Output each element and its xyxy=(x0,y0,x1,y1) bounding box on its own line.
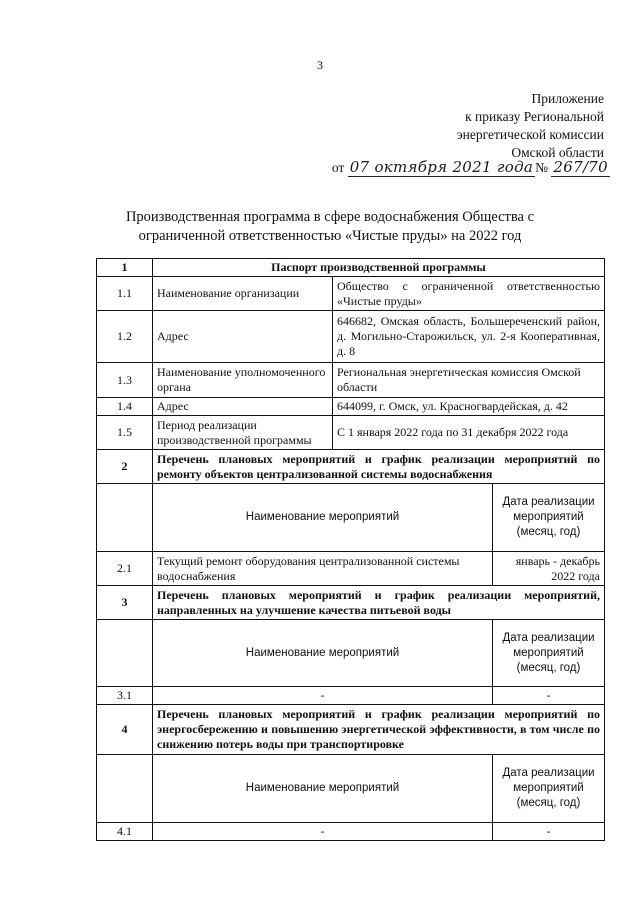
appendix-line: Омской области xyxy=(511,145,604,160)
appendix-line: к приказу Региональной xyxy=(465,109,604,124)
empty-cell xyxy=(97,620,153,687)
empty-cell xyxy=(97,484,153,552)
row-label: Наименование организации xyxy=(153,277,333,311)
section-number: 3 xyxy=(97,586,153,620)
section-header xyxy=(97,586,605,620)
row-number: 1.4 xyxy=(97,398,153,416)
row-label: Адрес xyxy=(153,398,333,416)
section-title: Перечень плановых мероприятий и график реализации мероприятий, направленных на улучшение качества питьевой воды xyxy=(153,586,605,620)
order-reference xyxy=(332,158,610,176)
appendix-line: энергетической комиссии xyxy=(456,127,604,142)
column-header-name: Наименование мероприятий xyxy=(153,484,493,552)
section-title: Паспорт производственной программы xyxy=(153,259,605,277)
row-label: Адрес xyxy=(153,311,333,363)
column-header-date: Дата реализации мероприятий (месяц, год) xyxy=(493,755,605,823)
section-title: Перечень плановых мероприятий и график реализации мероприятий по ремонту объектов централизованной системы водоснабжения xyxy=(153,450,605,484)
column-header-name: Наименование мероприятий xyxy=(153,755,493,823)
row-activity: Текущий ремонт оборудования централизованной системы водоснабжения xyxy=(153,552,493,586)
table-row xyxy=(97,823,605,841)
row-date: - xyxy=(493,687,605,705)
appendix-block xyxy=(457,90,604,162)
row-date: январь - декабрь 2022 года xyxy=(493,552,605,586)
section-title: Перечень плановых мероприятий и график реализации мероприятий по энергосбережению и повышению энергетической эффективности, в том числе по снижению потерь воды при транспортировке xyxy=(153,705,605,755)
row-activity: - xyxy=(153,823,493,841)
table-row xyxy=(97,398,605,416)
row-label: Период реализации производственной программы xyxy=(153,416,333,450)
order-prefix: от xyxy=(331,160,345,175)
section-header xyxy=(97,259,605,277)
table-row xyxy=(97,416,605,450)
row-value: Региональная энергетическая комиссия Омской области xyxy=(333,363,605,398)
row-number: 1.5 xyxy=(97,416,153,450)
section-number: 1 xyxy=(97,259,153,277)
order-number-handwritten: 267/70 xyxy=(553,158,608,176)
row-number: 4.1 xyxy=(97,823,153,841)
section-header xyxy=(97,450,605,484)
row-number: 1.2 xyxy=(97,311,153,363)
order-number-label: № xyxy=(535,160,549,175)
row-activity: - xyxy=(153,687,493,705)
table-row xyxy=(97,552,605,586)
row-label: Наименование уполномоченного органа xyxy=(153,363,333,398)
section-number: 4 xyxy=(97,705,153,755)
row-value: 644099, г. Омск, ул. Красногвардейская, д. 42 xyxy=(333,398,605,416)
row-value: 646682, Омская область, Большереченский район, д. Могильно-Старожильск, ул. 2-я Кооперативная, д. 8 xyxy=(333,311,605,363)
table-row xyxy=(97,687,605,705)
column-headers xyxy=(97,755,605,823)
column-headers xyxy=(97,620,605,687)
column-header-name: Наименование мероприятий xyxy=(153,620,493,687)
document-title: Производственная программа в сфере водоснабжения Общества с ограниченной ответственностью «Чистые пруды» на 2022 год xyxy=(125,209,535,244)
row-value: Общество с ограниченной ответственностью «Чистые пруды» xyxy=(333,277,605,311)
production-program-table xyxy=(96,258,605,841)
column-headers xyxy=(97,484,605,552)
row-number: 2.1 xyxy=(97,552,153,586)
row-date: - xyxy=(493,823,605,841)
table-row xyxy=(97,363,605,398)
page-number: 3 xyxy=(317,58,323,72)
table-row xyxy=(97,277,605,311)
order-date-handwritten: 07 октября 2021 года xyxy=(349,158,534,176)
row-number: 1.1 xyxy=(97,277,153,311)
row-value: С 1 января 2022 года по 31 декабря 2022 года xyxy=(333,416,605,450)
column-header-date: Дата реализации мероприятий (месяц, год) xyxy=(493,484,605,552)
row-number: 1.3 xyxy=(97,363,153,398)
table-row xyxy=(97,311,605,363)
section-header xyxy=(97,705,605,755)
row-number: 3.1 xyxy=(97,687,153,705)
empty-cell xyxy=(97,755,153,823)
appendix-line: Приложение xyxy=(531,91,604,106)
section-number: 2 xyxy=(97,450,153,484)
column-header-date: Дата реализации мероприятий (месяц, год) xyxy=(493,620,605,687)
